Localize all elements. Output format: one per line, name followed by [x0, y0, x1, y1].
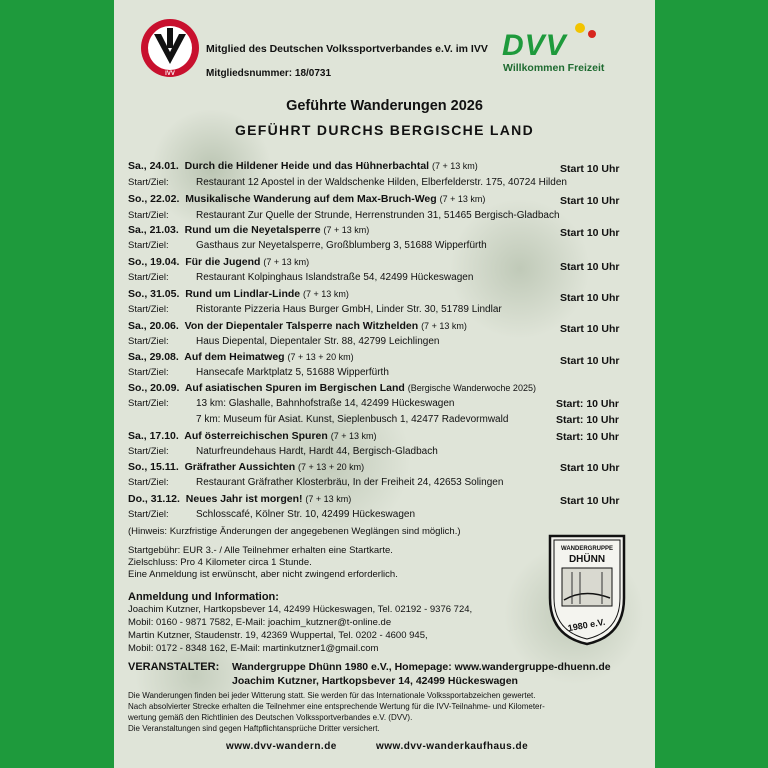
- event-start: Start 10 Uhr: [560, 292, 620, 304]
- event-start: Start 10 Uhr: [560, 195, 620, 207]
- event-location: Hansecafe Marktplatz 5, 51688 Wipperfürth: [196, 367, 389, 378]
- event-start: Start 10 Uhr: [560, 163, 620, 175]
- footer-url[interactable]: www.dvv-wandern.de: [226, 741, 337, 752]
- registration-line: Mobil: 0172 - 8348 162, E-Mail: martinkutzner1@gmail.com: [128, 643, 379, 654]
- dvv-slogan: Willkommen Freizeit: [503, 62, 605, 74]
- event-location: Restaurant Kolpinghaus Islandstraße 54, 42499 Hückeswagen: [196, 272, 474, 283]
- organizer-line: Wandergruppe Dhünn 1980 e.V., Homepage: www.wandergruppe-dhuenn.de: [232, 661, 611, 673]
- event-location: Naturfreundehaus Hardt, Hardt 44, Bergisch-Gladbach: [196, 446, 438, 457]
- event-start: Start 10 Uhr: [560, 355, 620, 367]
- event-start: Start 10 Uhr: [560, 261, 620, 273]
- badge-year-text: 1980 e.V.: [567, 616, 606, 634]
- event-location: Gasthaus zur Neyetalsperre, Großblumberg 3, 51688 Wipperfürth: [196, 240, 487, 251]
- membership-text: Mitglied des Deutschen Volkssportverbandes e.V. im IVV: [206, 43, 488, 55]
- event-start: Start 10 Uhr: [560, 462, 620, 474]
- hint-text: (Hinweis: Kurzfristige Änderungen der angegebenen Weglängen sind möglich.): [128, 526, 461, 537]
- event-location-label: Start/Ziel:: [128, 336, 169, 347]
- event-location-label: Start/Ziel:: [128, 240, 169, 251]
- event-title: Sa., 20.06. Von der Diepentaler Talsperre nach Witzhelden (7 + 13 km): [128, 320, 467, 332]
- event-location-label: Start/Ziel:: [128, 509, 169, 520]
- event-location-label: Start/Ziel:: [128, 304, 169, 315]
- event-location-label: Start/Ziel:: [128, 272, 169, 283]
- registration-line: Martin Kutzner, Staudenstr. 19, 42369 Wuppertal, Tel. 0202 - 4600 945,: [128, 630, 428, 641]
- footer-url[interactable]: www.dvv-wanderkaufhaus.de: [376, 741, 529, 752]
- event-start: Start: 10 Uhr: [556, 431, 620, 443]
- event-title: Sa., 21.03. Rund um die Neyetalsperre (7 + 13 km): [128, 224, 370, 236]
- event-location: Haus Diepental, Diepentaler Str. 88, 42799 Leichlingen: [196, 336, 440, 347]
- footer-line: wertung gemäß den Richtlinien des Deutschen Volkssportverbandes e.V. (DVV).: [128, 713, 413, 722]
- wandergruppe-badge-icon: [544, 528, 630, 646]
- event-location-label: Start/Ziel:: [128, 177, 169, 188]
- ivv-logo-text: IVV: [165, 71, 175, 77]
- member-number: Mitgliedsnummer: 18/0731: [206, 68, 332, 79]
- event-location: 7 km: Museum für Asiat. Kunst, Sieplenbusch 1, 42477 Radevormwald: [196, 414, 509, 425]
- event-location: 13 km: Glashalle, Bahnhofstraße 14, 42499 Hückeswagen: [196, 398, 455, 409]
- fee-line: Zielschluss: Pro 4 Kilometer circa 1 Stunde.: [128, 557, 312, 568]
- flyer-sheet: [114, 0, 655, 768]
- event-start: Start: 10 Uhr: [556, 398, 620, 410]
- organizer-label: VERANSTALTER:: [128, 661, 220, 673]
- badge-top-text: WANDERGRUPPE: [560, 546, 614, 552]
- event-title: Sa., 29.08. Auf dem Heimatweg (7 + 13 + 20 km): [128, 351, 354, 363]
- event-location: Restaurant Gräfrather Klosterbräu, In der Freiheit 24, 42653 Solingen: [196, 477, 504, 488]
- event-title: So., 15.11. Gräfrather Aussichten (7 + 13 + 20 km): [128, 461, 365, 473]
- sub-title: GEFÜHRT DURCHS BERGISCHE LAND: [234, 122, 535, 138]
- event-title: So., 22.02. Musikalische Wanderung auf dem Max-Bruch-Weg (7 + 13 km): [128, 193, 486, 205]
- event-title: Sa., 24.01. Durch die Hildener Heide und das Hühnerbachtal (7 + 13 km): [128, 160, 478, 172]
- registration-line: Joachim Kutzner, Hartkopsbever 14, 42499 Hückeswagen, Tel. 02192 - 9376 724,: [128, 604, 473, 615]
- fee-line: Startgebühr: EUR 3.- / Alle Teilnehmer erhalten eine Startkarte.: [128, 545, 393, 556]
- registration-line: Mobil: 0160 - 9871 7582, E-Mail: joachim_kutzner@t-online.de: [128, 617, 392, 628]
- event-title: So., 19.04. Für die Jugend (7 + 13 km): [128, 256, 310, 268]
- event-location: Ristorante Pizzeria Haus Burger GmbH, Linder Str. 30, 51789 Lindlar: [196, 304, 502, 315]
- ivv-logo-icon: [140, 18, 200, 78]
- footer-line: Die Wanderungen finden bei jeder Witterung statt. Sie werden für das Internationale Volkssportabzeichen gewertet.: [128, 691, 536, 700]
- event-start: Start: 10 Uhr: [556, 414, 620, 426]
- event-start: Start 10 Uhr: [560, 323, 620, 335]
- event-start: Start 10 Uhr: [560, 495, 620, 507]
- registration-heading: Anmeldung und Information:: [128, 591, 279, 603]
- footer-line: Nach absolvierter Strecke erhalten die Teilnehmer eine entsprechende Wertung für die IVV-Teilnahme- und Kilometer-: [128, 702, 545, 711]
- dvv-logo-word: DVV: [502, 29, 567, 62]
- event-location: Restaurant 12 Apostel in der Waldschenke Hilden, Elberfelderstr. 175, 40724 Hilden: [196, 177, 567, 188]
- event-location: Schlosscafé, Kölner Str. 10, 42499 Hückeswagen: [196, 509, 416, 520]
- event-title: Sa., 17.10. Auf österreichischen Spuren (7 + 13 km): [128, 430, 377, 442]
- event-start: Start 10 Uhr: [560, 227, 620, 239]
- event-location: Restaurant Zur Quelle der Strunde, Herrenstrunden 31, 51465 Bergisch-Gladbach: [196, 210, 560, 221]
- footer-line: Die Veranstaltungen sind gegen Haftpflichtansprüche Dritter versichert.: [128, 724, 380, 733]
- badge-name-text: DHÜNN: [568, 554, 606, 565]
- event-location-label: Start/Ziel:: [128, 398, 169, 409]
- event-title: Do., 31.12. Neues Jahr ist morgen! (7 + 13 km): [128, 493, 352, 505]
- event-location-label: Start/Ziel:: [128, 367, 169, 378]
- event-location-label: Start/Ziel:: [128, 477, 169, 488]
- event-title: So., 20.09. Auf asiatischen Spuren im Bergischen Land (Bergische Wanderwoche 2025): [128, 382, 536, 394]
- organizer-line: Joachim Kutzner, Hartkopsbever 14, 42499 Hückeswagen: [232, 675, 518, 687]
- main-title: Geführte Wanderungen 2026: [286, 98, 483, 114]
- event-title: So., 31.05. Rund um Lindlar-Linde (7 + 13 km): [128, 288, 349, 300]
- event-location-label: Start/Ziel:: [128, 446, 169, 457]
- fee-line: Eine Anmeldung ist erwünscht, aber nicht zwingend erforderlich.: [128, 569, 398, 580]
- event-location-label: Start/Ziel:: [128, 210, 169, 221]
